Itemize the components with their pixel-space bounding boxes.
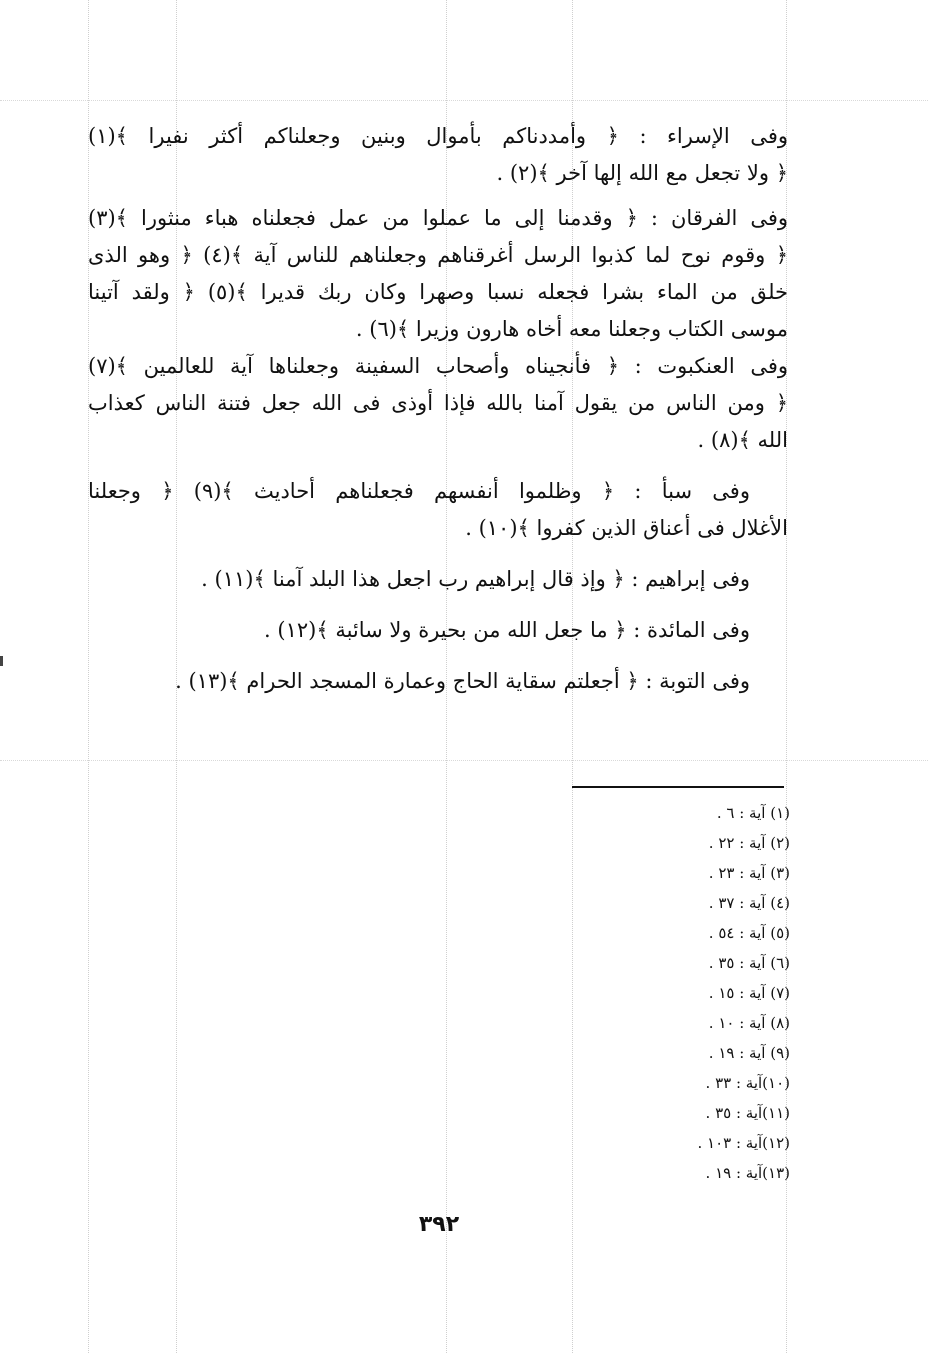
- paragraph-saba: [88, 473, 788, 547]
- text-line: الله ﴾(٨) .: [697, 428, 788, 452]
- text-line: وفى التوبة : ﴿ أجعلتم سقاية الحاج وعمارة المسجد الحرام ﴾(١٣) .: [175, 669, 750, 693]
- text-line: وفى سبأ : ﴿ وظلموا أنفسهم فجعلناهم أحاديث ﴾(٩) ﴿ وجعلنا: [88, 479, 750, 503]
- footnote: (٢) آية : ٢٢ .: [708, 834, 790, 852]
- footnote: (٨) آية : ١٠ .: [708, 1014, 790, 1032]
- text-line: وفى المائدة : ﴿ ما جعل الله من بحيرة ولا سائبة ﴾(١٢) .: [264, 618, 750, 642]
- footnote: (٧) آية : ١٥ .: [708, 984, 790, 1002]
- paragraph-ankabut: [88, 348, 788, 459]
- footnote: (١٢)آية : ١٠٣ .: [697, 1134, 790, 1152]
- text-line: ﴿ ولا تجعل مع الله إلها آخر ﴾(٢) .: [496, 161, 788, 185]
- text-line: ﴿ ومن الناس من يقول آمنا بالله فإذا أوذى فى الله جعل فتنة الناس كعذاب: [88, 391, 788, 415]
- text-line: وفى الفرقان : ﴿ وقدمنا إلى ما عملوا من عمل فجعلناه هباء منثورا ﴾(٣): [88, 206, 788, 230]
- footnote: (٩) آية : ١٩ .: [708, 1044, 790, 1062]
- footnote-separator: [572, 786, 784, 788]
- paragraph-isra: [88, 118, 788, 192]
- footnote: (٦) آية : ٣٥ .: [708, 954, 790, 972]
- text-line: وفى الإسراء : ﴿ وأمددناكم بأموال وبنين وجعلناكم أكثر نفيرا ﴾(١): [88, 124, 788, 148]
- scan-guide-line: [0, 760, 928, 761]
- footnote: (٥) آية : ٥٤ .: [708, 924, 790, 942]
- paragraph-furqan: [88, 200, 788, 348]
- text-line: الأغلال فى أعناق الذين كفروا ﴾(١٠) .: [465, 516, 788, 540]
- text-line: خلق من الماء بشرا فجعله نسبا وصهرا وكان ربك قديرا ﴾(٥) ﴿ ولقد آتينا: [88, 280, 788, 304]
- footnotes: [600, 798, 790, 1188]
- footnote: (١٣)آية : ١٩ .: [705, 1164, 790, 1182]
- paragraph-maida: [88, 612, 788, 649]
- paragraph-tawba: [88, 663, 788, 700]
- paragraph-ibrahim: [88, 561, 788, 598]
- text-line: وفى إبراهيم : ﴿ وإذ قال إبراهيم رب اجعل هذا البلد آمنا ﴾(١١) .: [201, 567, 750, 591]
- text-line: موسى الكتاب وجعلنا معه أخاه هارون وزيرا ﴾(٦) .: [355, 317, 788, 341]
- footnote: (٣) آية : ٢٣ .: [708, 864, 790, 882]
- body-text: [88, 118, 788, 700]
- margin-mark: [0, 656, 3, 666]
- page-number: ٣٩٢: [418, 1212, 460, 1237]
- footnote: (١١)آية : ٣٥ .: [705, 1104, 790, 1122]
- footnote: (١) آية : ٦ .: [716, 804, 790, 822]
- footnote: (١٠)آية : ٣٣ .: [705, 1074, 790, 1092]
- text-line: ﴿ وقوم نوح لما كذبوا الرسل أغرقناهم وجعلناهم للناس آية ﴾(٤) ﴿ وهو الذى: [88, 243, 788, 267]
- text-line: وفى العنكبوت : ﴿ فأنجيناه وأصحاب السفينة وجعلناها آية للعالمين ﴾(٧): [88, 354, 788, 378]
- footnote: (٤) آية : ٣٧ .: [708, 894, 790, 912]
- scan-guide-line: [0, 100, 928, 101]
